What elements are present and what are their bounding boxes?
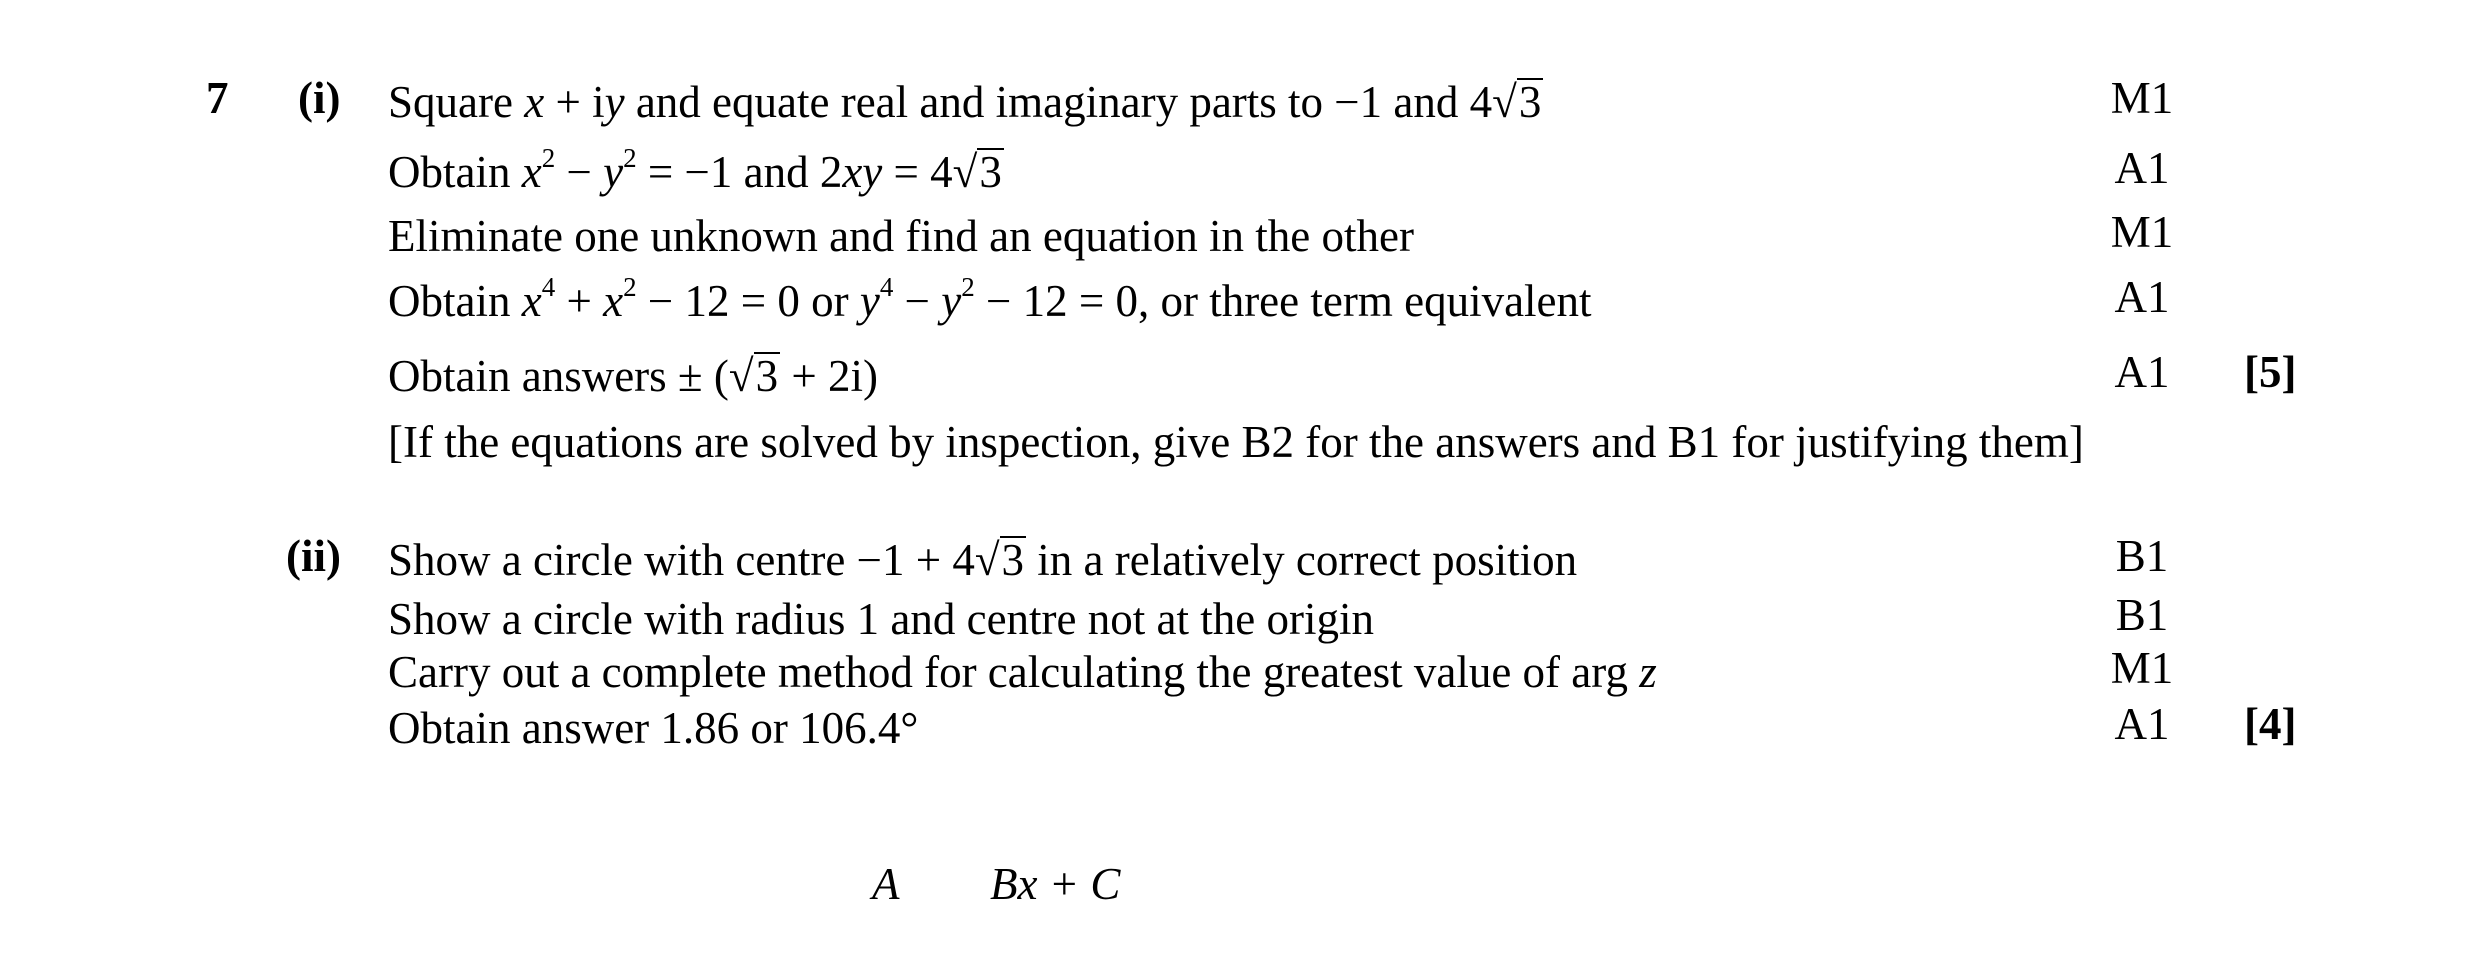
radicand: 3 [979,147,1002,197]
line-text: in a relatively correct position [1026,535,1578,585]
part-i-line-3: Eliminate one unknown and find an equation in the other [388,211,1414,261]
mark-a1: A1 [2114,143,2170,193]
part-i-note: [If the equations are solved by inspection, give B2 for the answers and B1 for justifying them] [388,417,2084,467]
part-i-line-5: Obtain answers ± (√3 + 2i) [388,351,878,401]
line-text: Obtain [388,147,522,197]
var-x: x [521,276,542,326]
mark-m1: M1 [2110,73,2174,123]
line-text: − 12 = 0 or [636,276,860,326]
exponent: 2 [623,272,637,302]
mark-a1: A1 [2114,272,2170,322]
mark-b1: B1 [2115,531,2169,581]
operator: − [555,147,604,197]
var-y: y [603,147,624,197]
exponent: 2 [961,272,975,302]
var-y: y [604,77,625,127]
fragment-a: A [872,859,900,909]
part-ii-line-4: Obtain answer 1.86 or 106.4° [388,703,919,753]
radicand: 3 [1001,535,1025,585]
exponent: 2 [541,143,556,173]
mark-a1: A1 [2114,347,2170,397]
line-text: Show a circle with centre −1 + 4 [388,535,975,585]
var-xy: xy [842,147,883,197]
var-x: x [524,77,545,127]
var-y: y [941,276,962,326]
var-y: y [859,276,880,326]
part-ii-line-1: Show a circle with centre −1 + 4√3 in a relatively correct position [388,535,1578,585]
var-x: x [521,147,542,197]
mark-m1: M1 [2110,643,2174,693]
next-question-fragment [860,858,1140,909]
fragment-b: Bx + C [990,859,1121,909]
part-ii-label: (ii) [286,531,341,581]
line-text: − 12 = 0, or three term equivalent [974,276,1592,326]
part-i-total: [5] [2244,347,2297,397]
line-text: + i [544,77,605,127]
radicand: 3 [1518,77,1542,127]
line-text: and equate real and imaginary parts to −1 and 4 [624,77,1493,127]
question-number: 7 [206,73,229,123]
line-text: Obtain [388,276,522,326]
radicand: 3 [755,351,779,401]
part-ii-line-3 [388,646,1657,698]
operator: + [555,276,604,326]
part-i-label: (i) [298,73,341,123]
part-ii-total: [4] [2244,699,2297,749]
line-text: Carry out a complete method for calculating the greatest value of arg [388,647,1640,697]
line-text: Square [388,77,513,127]
exponent: 4 [541,272,556,302]
var-x: x [603,276,624,326]
exponent: 2 [623,143,637,173]
line-text: = 4 [882,147,953,197]
part-ii-line-2: Show a circle with radius 1 and centre not at the origin [388,594,1374,644]
line-text: Obtain answers ± ( [388,351,729,401]
mark-a1: A1 [2114,699,2170,749]
var-z: z [1639,647,1657,697]
line-text: = −1 and 2 [636,147,843,197]
operator: − [893,276,942,326]
mark-b1: B1 [2115,590,2169,640]
part-i-line-1: Square x + iy and equate real and imaginary parts to −1 and 4√3 [388,77,1542,127]
mark-m1: M1 [2110,207,2174,257]
part-i-line-4 [388,272,1592,327]
part-i-line-2: Obtain $x^2 - y^2 = -1$ and 2xy = 4√3 [388,143,1002,197]
exponent: 4 [879,272,894,302]
line-text: + 2i) [780,351,878,401]
